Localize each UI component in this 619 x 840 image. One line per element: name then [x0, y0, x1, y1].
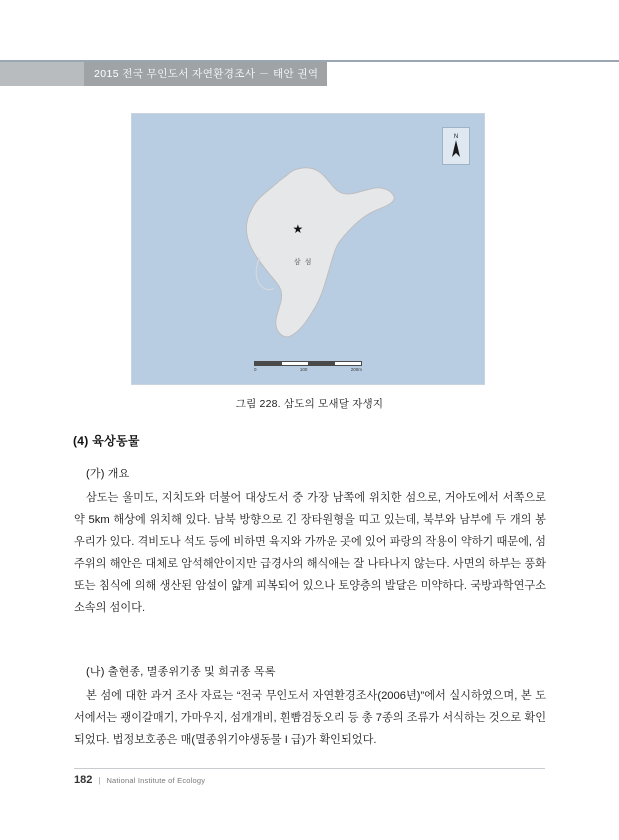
figure-caption: 그림 228. 삼도의 모새달 자생지	[235, 398, 384, 410]
scale-tick-1: 100	[299, 367, 308, 372]
site-marker-star: ★	[292, 222, 304, 237]
section-heading: (4) 육상동물	[73, 434, 140, 448]
running-header-title: 2015 전국 무인도서 자연환경조사 － 태안 권역	[94, 68, 319, 80]
paragraph-species-list: 본 섬에 대한 과거 조사 자료는 “전국 무인도서 자연환경조사(2006년)”에서 실시하였으며, 본 도서에서는 괭이갈매기, 가마우지, 섬개개비, 흰빰검둥오리 등 총 7종의 조류가 서식하는 것으로 확인되었다. 법정보호종은 매(멸종위기야생동물 I 급)가 확인되었다.	[74, 690, 546, 746]
north-arrow-icon	[442, 127, 470, 165]
island-name-label: 삼 섬	[293, 259, 313, 267]
map-scale-bar	[254, 361, 362, 372]
scale-bar-segments	[254, 361, 362, 366]
footer-organization: National Institute of Ecology	[106, 776, 206, 785]
figure-map	[131, 113, 485, 385]
header-left-block	[0, 62, 84, 86]
scale-bar-ticks	[254, 367, 362, 372]
footer-divider	[74, 768, 545, 769]
sub-heading-species-list: (나) 출현종, 멸종위기종 및 희귀종 목록	[86, 666, 276, 678]
scale-tick-0: 0	[254, 367, 257, 372]
scale-tick-2: 200m	[350, 367, 362, 372]
footer-separator: |	[98, 776, 101, 785]
page-number: 182	[74, 774, 93, 786]
page-footer	[74, 774, 205, 786]
sub-heading-overview: (가) 개요	[86, 468, 130, 480]
paragraph-overview: 삼도는 울미도, 지치도와 더불어 대상도서 중 가장 남쪽에 위치한 섬으로, 거아도에서 서쪽으로 약 5km 해상에 위치해 있다. 남북 방향으로 긴 장타원형을 띠고 있는데, 북부와 남부에 두 개의 봉우리가 있다. 격비도나 석도 등에 비하면 육지와 가까운 곳에 있어 파랑의 작용이 약하기 때문에, 섬 주위의 해안은 대체로 암석해안이지만 급경사의 해식애는 잘 나타나지 않는다. 사면의 하부는 풍화 또는 침식에 의해 생산된 암설이 얇게 피복되어 있으나 토양층의 발달은 미약하다. 국방과학연구소 소속의 섬이다.	[74, 492, 546, 614]
svg-text:N: N	[453, 134, 459, 140]
island-shape	[231, 163, 396, 339]
